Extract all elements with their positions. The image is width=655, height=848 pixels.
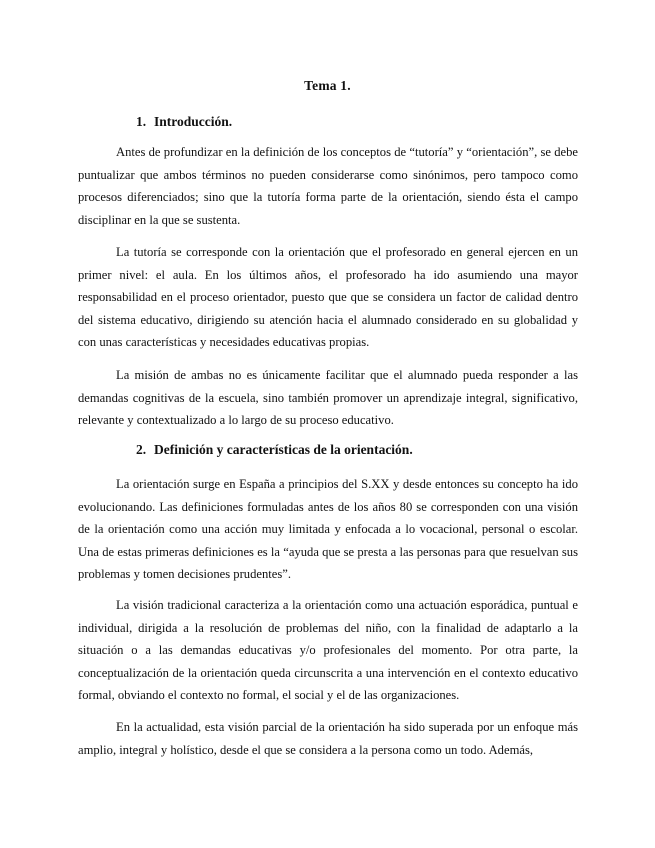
paragraph: La tutoría se corresponde con la orientación que el profesorado en general ejercen en un primer nivel: el aula. En los últimos años, el profesorado ha ido asumiendo una mayor responsabilidad en el proceso orientador, puesto que que se considera un factor de calidad dentro del sistema educativo, dirigiendo su atención hacia el alumnado considerado en su globalidad y con unas características y necesidades educativas propias. [78, 245, 578, 349]
paragraph: En la actualidad, esta visión parcial de la orientación ha sido superada por un enfoque más amplio, integral y holístico, desde el que se considera a la persona como un todo. Además, [78, 720, 578, 757]
section-title: Definición y características de la orientación. [154, 442, 413, 457]
section-heading-introduccion [136, 114, 232, 130]
section-number: 1. [136, 114, 147, 129]
section-title: Introducción. [154, 114, 233, 129]
document-title: Tema 1. [304, 78, 351, 93]
section-heading-definicion [136, 442, 413, 458]
paragraph: La visión tradicional caracteriza a la orientación como una actuación esporádica, puntual e individual, dirigida a la resolución de problemas del niño, con la finalidad de adaptarlo a la situación o a las demandas educativas y/o profesionales del momento. Por otra parte, la conceptualización de la orientación queda circunscrita a una intervención en el contexto educativo formal, obviando el contexto no formal, el social y el de las organizaciones. [78, 598, 578, 702]
paragraph: Antes de profundizar en la definición de los conceptos de “tutoría” y “orientación”, se debe puntualizar que ambos términos no pueden considerarse como sinónimos, pero tampoco como procesos diferenciados; sino que la tutoría forma parte de la orientación, siendo ésta el campo disciplinar en la que se sustenta. [78, 145, 578, 227]
section-number: 2. [136, 442, 147, 457]
paragraph: La orientación surge en España a principios del S.XX y desde entonces su concepto ha ido evolucionando. Las definiciones formuladas antes de los años 80 se corresponden con una visión de la orientación como una acción muy limitada y enfocada a lo vocacional, personal o escolar. Una de estas primeras definiciones es la “ayuda que se presta a las personas para que resuelvan sus problemas y tomen decisiones prudentes”. [78, 477, 578, 581]
paragraph: La misión de ambas no es únicamente facilitar que el alumnado pueda responder a las demandas cognitivas de la escuela, sino también promover un aprendizaje integral, significativo, relevante y contextualizado a lo largo de su proceso educativo. [78, 368, 578, 427]
